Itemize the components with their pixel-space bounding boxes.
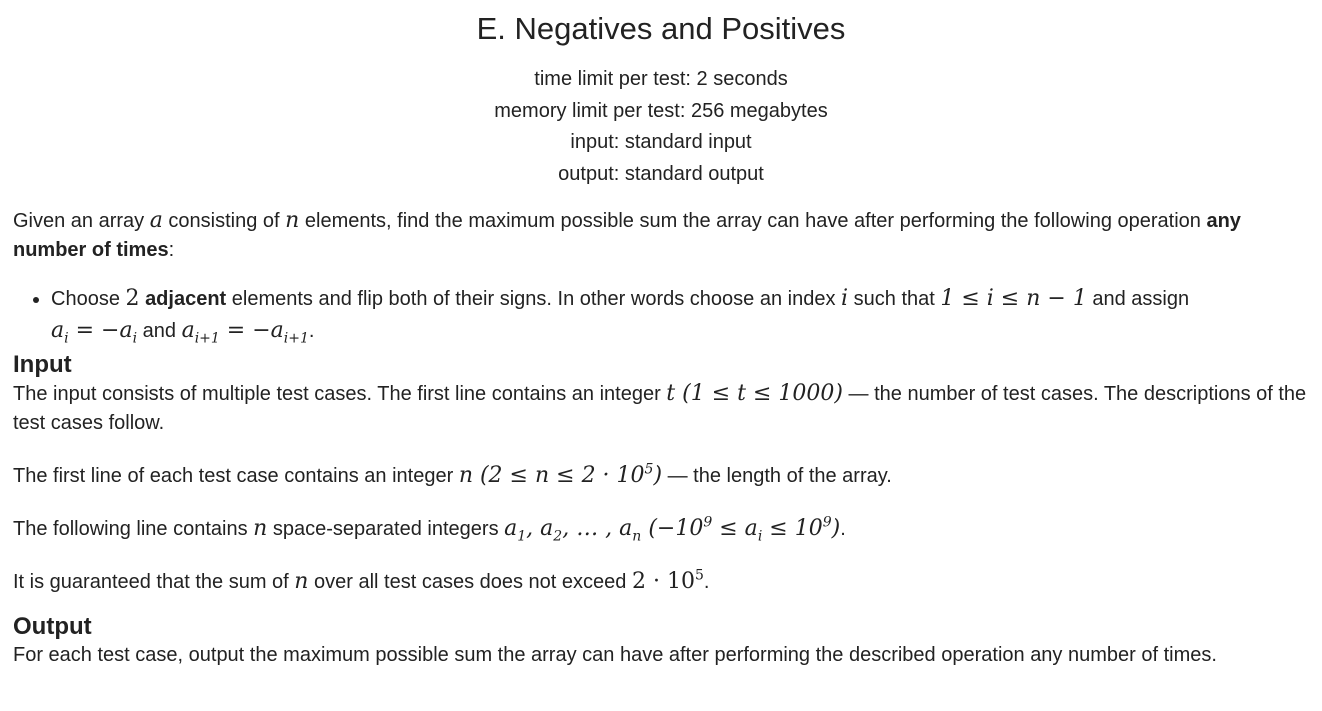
operation-list: [13, 283, 1313, 347]
math-condition: 1 ≤ i ≤ n − 1: [940, 286, 1087, 311]
problem-limits: [0, 64, 1322, 190]
math-a-range: $(-10^9 \le a_i \le 10^9)$: [641, 514, 841, 545]
input-section-title: Input: [13, 351, 72, 378]
problem-statement: [13, 206, 1313, 670]
input-paragraph-1: The input consists of multiple test cases. The first line contains an integer t (1 ≤ t ≤ 1000) — the number of test cases. The descriptions of the test cases follow.: [13, 381, 1307, 434]
problem-title: E. Negatives and Positives: [476, 11, 846, 46]
legend: [13, 206, 1313, 347]
math-assign-2: $a_{i+1} = -a_{i+1}$: [181, 318, 309, 347]
math-var-a: a: [149, 208, 163, 233]
input-specification: [13, 351, 1313, 597]
output-paragraph: For each test case, output the maximum possible sum the array can have after performing the described operation any number of times.: [13, 644, 1217, 666]
legend-paragraph: Given an array a consisting of n elements, find the maximum possible sum the array can have after performing the following operation any number of times:: [13, 208, 1241, 261]
math-assign-1: $a_i = -a_i$: [51, 318, 138, 347]
input-paragraph-4: It is guaranteed that the sum of n over all test cases does not exceed $2 \cdot 10^5$.: [13, 567, 710, 594]
input-type: input: standard input: [570, 131, 752, 153]
emphasis: any number of times: [13, 210, 1241, 261]
math-t-range: (1 ≤ t ≤ 1000): [675, 381, 843, 406]
math-var-n: n: [285, 208, 300, 233]
problem-header: [0, 8, 1322, 190]
math-n-range: $(2 \le n \le 2 \cdot 10^5)$: [472, 461, 663, 488]
output-specification: [13, 613, 1313, 670]
input-paragraph-3: The following line contains n space-separated integers $a_1$, $a_2$, … , $a_n$ $(-10^9 \le a_i \le 10^9)$.: [13, 514, 846, 545]
output-section-title: Output: [13, 613, 92, 640]
time-limit: time limit per test: 2 seconds: [534, 68, 788, 90]
math-sum-limit: $2 \cdot 10^5$: [631, 567, 704, 594]
math-sequence: $a_1$, $a_2$, … , $a_n$: [504, 516, 642, 545]
memory-limit: memory limit per test: 256 megabytes: [494, 99, 828, 122]
input-paragraph-2: The first line of each test case contains an integer n $(2 \le n \le 2 \cdot 10^5)$ — the length of the array.: [13, 461, 892, 488]
output-type: output: standard output: [558, 162, 764, 185]
list-item: • Choose 2 adjacent elements and flip both of their signs. In other words choose an index i such that 1 ≤ i ≤ n − 1 and assign $a_i = -a_i$ and $a_{i+1} = -a_{i+1}$.: [51, 283, 1313, 347]
